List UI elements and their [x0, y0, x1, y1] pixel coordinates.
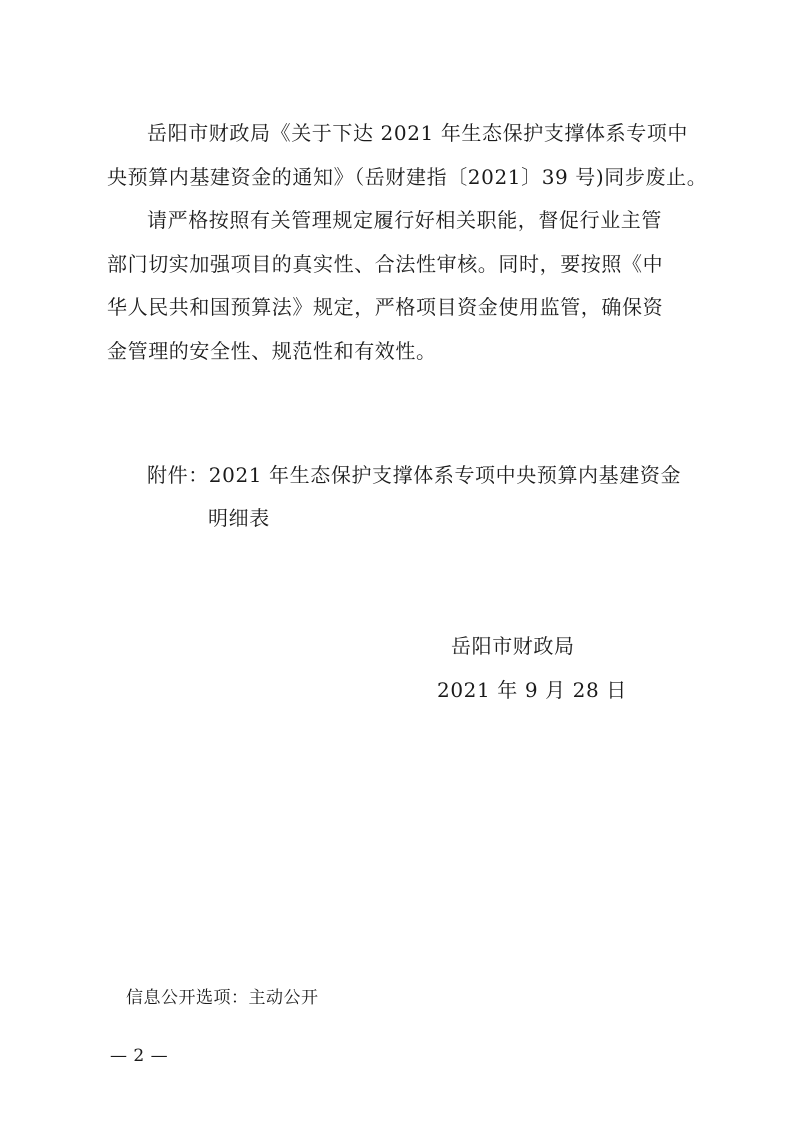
para2-line2: 部门切实加强项目的真实性、合法性审核。同时，要按照《中: [107, 252, 664, 276]
para2-line1: 请严格按照有关管理规定履行好相关职能，督促行业主管: [147, 208, 662, 232]
para2-line4: 金管理的安全性、规范性和有效性。: [107, 339, 437, 363]
para2-line3: 华人民共和国预算法》规定，严格项目资金使用监管，确保资: [107, 295, 664, 319]
para1-line2: 央预算内基建资金的通知》（岳财建指〔2021〕39 号)同步废止。: [107, 165, 708, 189]
signature-date: 2021 年 9 月 28 日: [437, 678, 627, 702]
para1-line1: 岳阳市财政局《关于下达 2021 年生态保护支撑体系专项中: [147, 121, 689, 145]
attachment-line1: 附件：2021 年生态保护支撑体系专项中央预算内基建资金: [147, 463, 682, 487]
page-number: — 2 —: [110, 1046, 169, 1066]
attachment-line2: 明细表: [208, 506, 270, 530]
disclosure-option: 信息公开选项：主动公开: [126, 988, 319, 1008]
signature-org: 岳阳市财政局: [451, 634, 575, 658]
